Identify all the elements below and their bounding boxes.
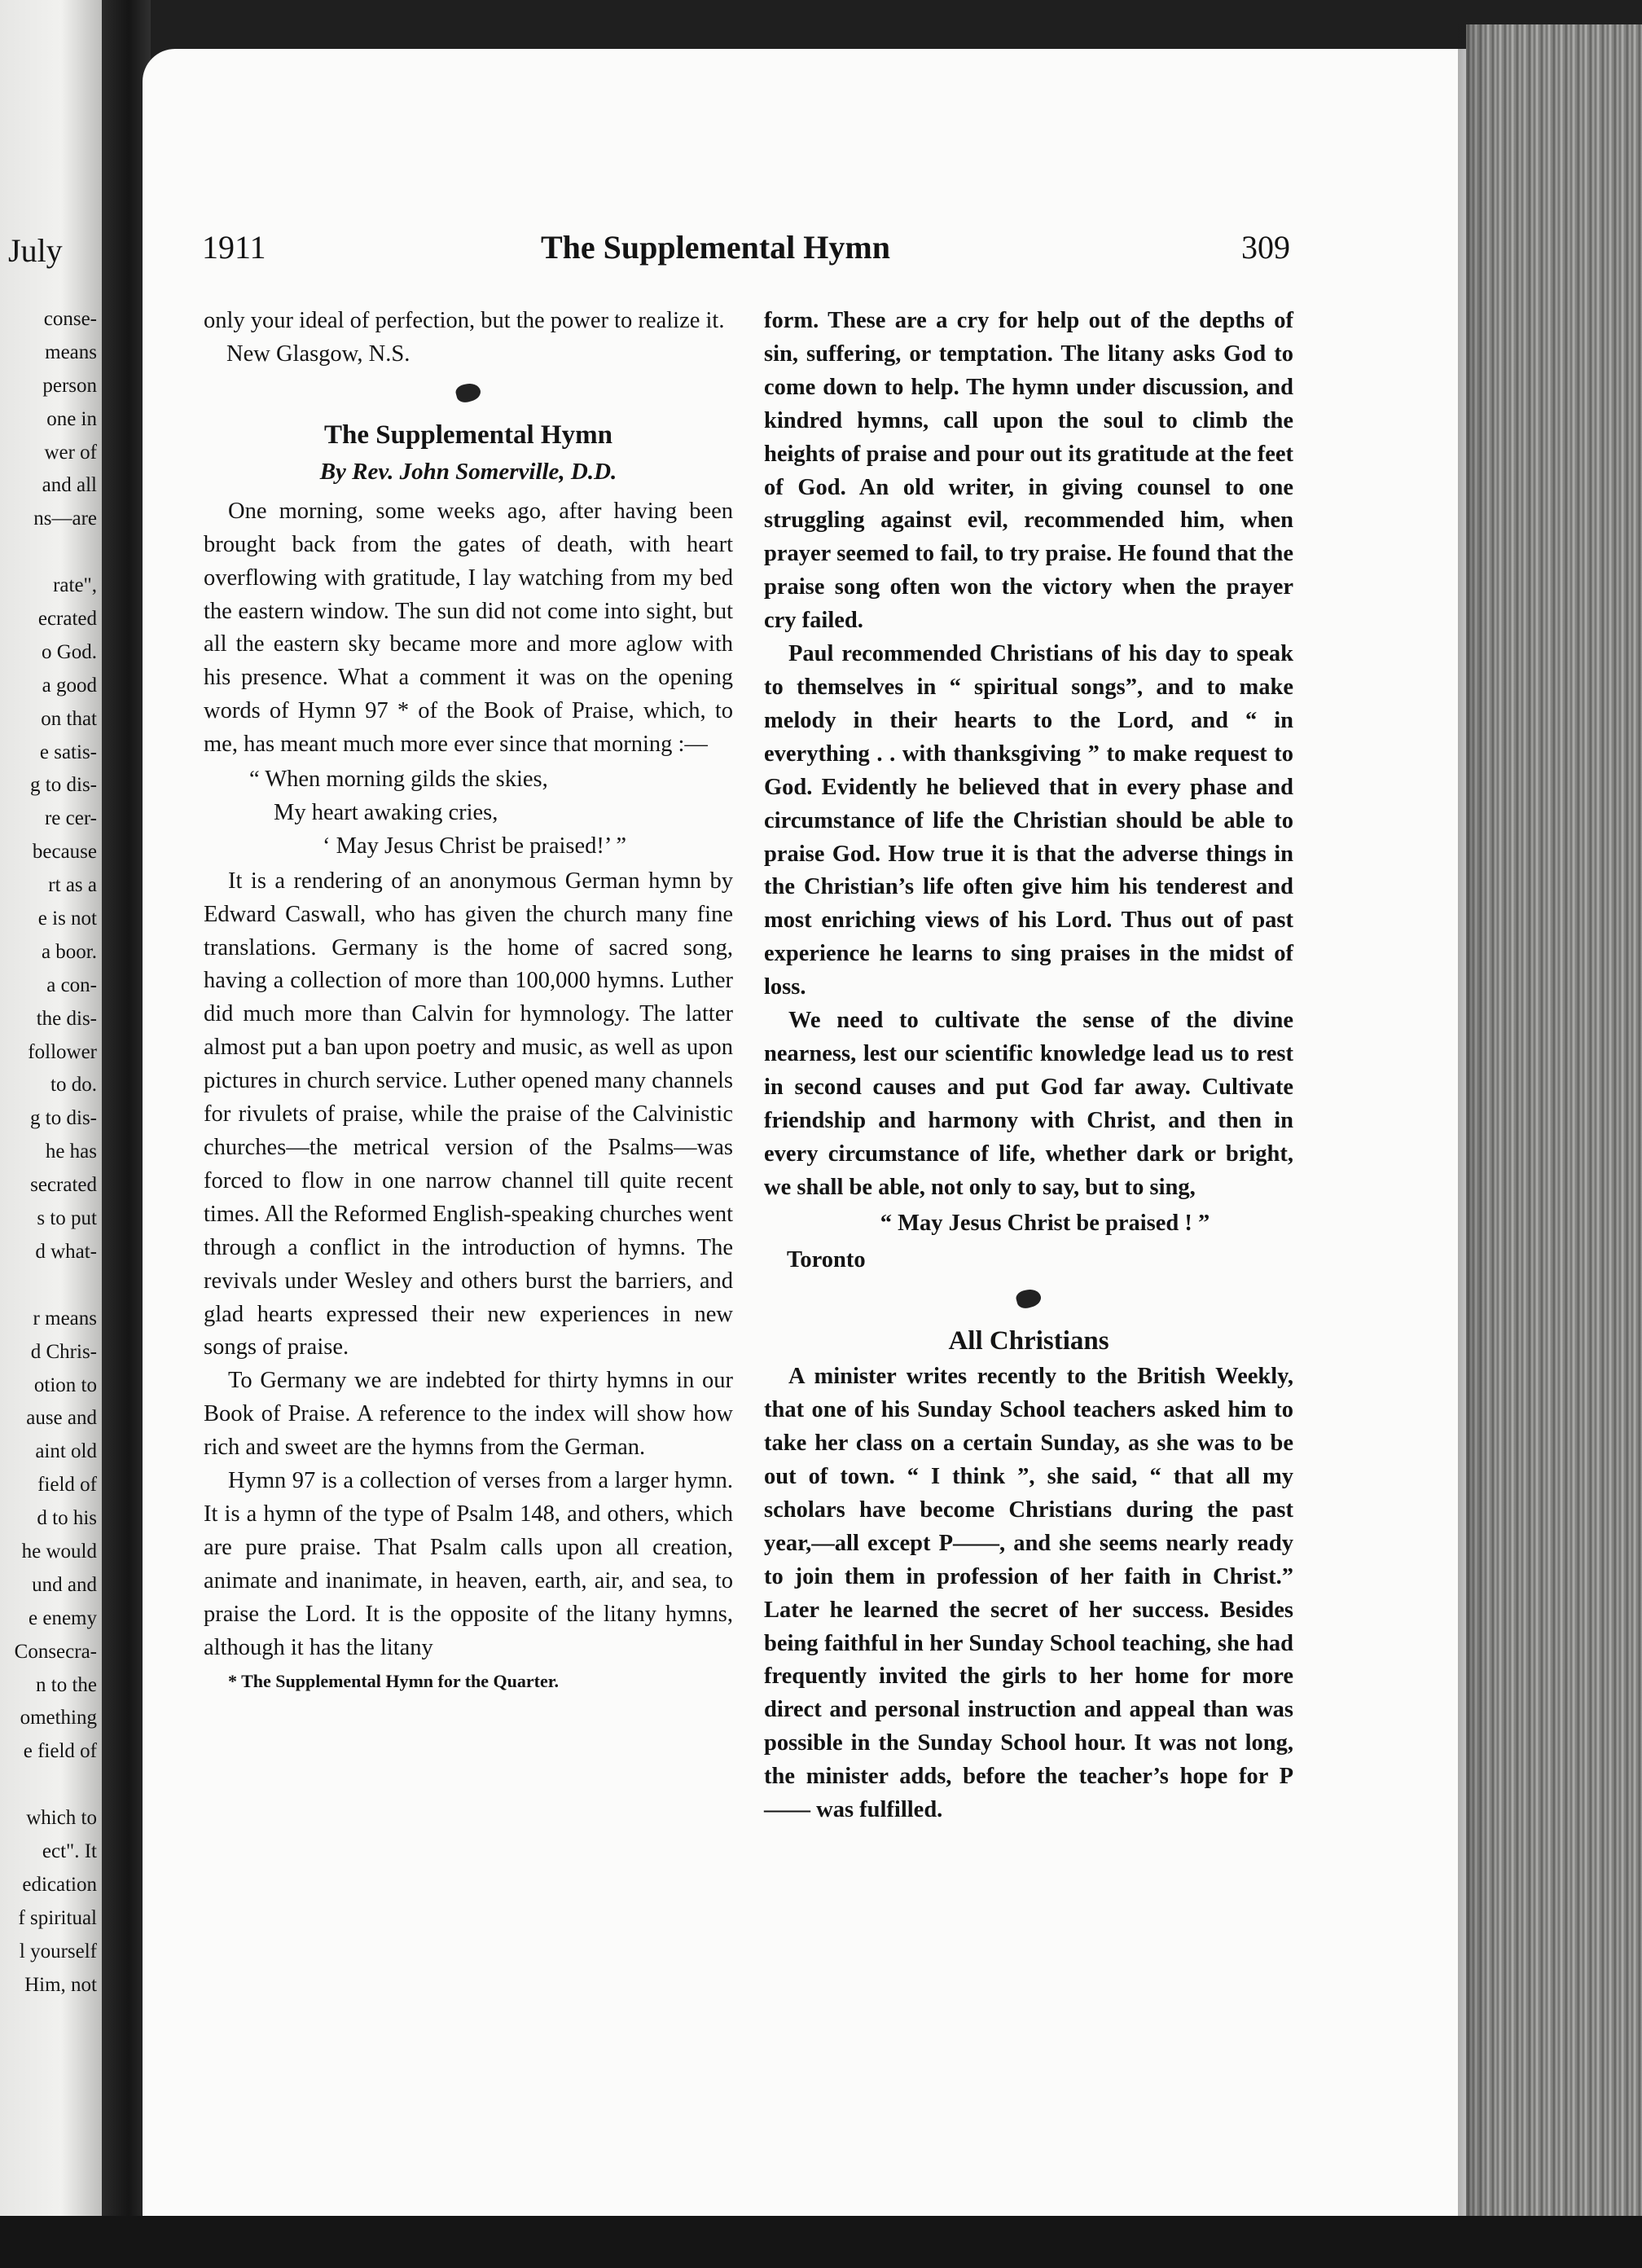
paragraph: To Germany we are indebted for thirty hymns in our Book of Praise. A reference to the index will show how rich and sweet are the hymns from the German. — [204, 1368, 733, 1461]
facing-page-line: d Chris- — [30, 1340, 97, 1363]
paragraph: It is a rendering of an anonymous German hymn by Edward Caswall, who has given the church many fine translations. Germany is the home of sacred song, having a collection of more than 100,000 hymns. Luther did much more than Calvin for hymnology. The latter almost put a ban upon poetry and music, as well as upon pictures in church service. Luther opened many channels for rivulets of praise, while the praise of the Calvinistic churches—the metrical version of the Psalms—was forced to flow in one narrow channel till quite recent times. All the Reformed English-speaking churches went through a conflict in the introduction of hymns. The revivals under Wesley and others burst the barriers, and glad hearts expressed their new experiences in new songs of praise. — [204, 868, 733, 1360]
paragraph: Paul recommended Christians of his day to speak to themselves in “ spiritual songs”, and to make melody in their hearts to the Lord, and “ in everything . . with thanksgiving ” to make request to God. Evidently he believed that in every phase and circumstance of life the Christian should be able to praise God. How true it is that the adverse things in the Christian’s life often give him his tenderest and most enriching views of his Lord. Thus out of past experience he learns to sing praises in the midst of loss. — [764, 641, 1293, 1000]
facing-page-line: and all — [42, 474, 97, 497]
facing-page-line: ause and — [26, 1407, 97, 1430]
quote-line: “ May Jesus Christ be praised ! ” — [880, 1211, 1210, 1237]
header-year: 1911 — [202, 229, 266, 266]
facing-page-line: which to — [26, 1807, 97, 1830]
article-title: All Christians — [948, 1326, 1109, 1356]
facing-page — [0, 0, 102, 2268]
facing-page-line: one in — [46, 407, 97, 430]
right-column — [764, 305, 1293, 1827]
paragraph: A minister writes recently to the British Weekly, that one of his Sunday School teachers asked him to take her class on a certain Sunday, as she was to be out of town. “ I think ”, she said, “ that all my scholars have become Christians during the past year,—all except P——, and she seems nearly ready to join them in profession of her faith in Christ.” Later he learned the secret of her success. Besides being faithful in her Sunday School teaching, she had frequently invited the girls to her home for more direct and personal instruction and appeal than was possible in the Sunday School hour. It was not long, the minister adds, before the teacher’s hope for P—— was fulfilled. — [764, 1364, 1293, 1823]
facing-page-line: omething — [20, 1707, 97, 1730]
facing-page-line: g to dis- — [30, 1107, 97, 1130]
facing-page-line — [0, 1269, 97, 1303]
footnote: * The Supplemental Hymn for the Quarter. — [228, 1671, 560, 1692]
facing-page-line: rt as a — [48, 874, 97, 897]
paragraph: form. These are a cry for help out of the depths of sin, suffering, or temptation. The litany asks God to come down to help. The hymn under discussion, and kindred hymns, call upon the soul to climb the heights of praise and pour out its gratitude at the feet of God. An old writer, in giving counsel to one struggling against evil, recommended him, when prayer seemed to fail, to try praise. He found that the praise song often won the victory when the prayer cry failed. — [764, 308, 1293, 634]
verse-line: ‘ May Jesus Christ be praised!’ ” — [323, 833, 627, 859]
facing-page-line: otion to — [33, 1374, 97, 1396]
ornament-icon — [764, 1284, 1293, 1316]
facing-page-line: person — [42, 374, 97, 397]
facing-page-line: d what- — [35, 1240, 97, 1263]
facing-page-line: e enemy — [29, 1606, 97, 1629]
ornament-icon — [204, 378, 733, 411]
facing-page-month: July — [8, 232, 63, 269]
facing-page-line: ect". It — [42, 1839, 97, 1862]
facing-page-line: to do. — [50, 1074, 97, 1097]
facing-page-line: he would — [21, 1540, 97, 1563]
paragraph: Hymn 97 is a collection of verses from a larger hymn. It is a hymn of the type of Psalm 148, and others, which are pure praise. That Psalm calls upon all creation, animate and inanimate, in heaven, earth, air, and sea, to praise the Lord. It is the opposite of the litany hymns, although it has the litany — [204, 1468, 733, 1660]
facing-page-line: f spiritual — [18, 1906, 97, 1929]
facing-page-line: re cer- — [44, 807, 97, 830]
facing-page-line: r means — [33, 1307, 97, 1330]
facing-page-line-ends — [0, 303, 97, 2002]
facing-page-line: rate", — [53, 574, 97, 597]
facing-page-line: n to the — [36, 1673, 97, 1696]
facing-page-line: a con- — [46, 974, 97, 996]
facing-page-line: on that — [41, 707, 97, 730]
bottom-border — [0, 2216, 1642, 2268]
facing-page-line: Him, not — [24, 1973, 97, 1996]
left-column — [204, 305, 733, 1695]
facing-page-line: e is not — [37, 908, 97, 930]
page-edges — [1466, 24, 1642, 2224]
facing-page-line: Consecra- — [14, 1640, 97, 1663]
facing-page-line: aint old — [35, 1440, 97, 1463]
facing-page-line: edication — [22, 1873, 97, 1896]
verse-line: “ When morning gilds the skies, — [249, 767, 548, 793]
page-number: 309 — [1241, 229, 1290, 266]
paragraph: One morning, some weeks ago, after having been brought back from the gates of death, with heart overflowing with gratitude, I lay watching from my bed the eastern window. The sun did not come into sight, but all the eastern sky became more and more aglow with his presence. What a comment it was on the opening words of Hymn 97 * of the Book of Praise, which, to me, has meant much more ever since that morning :— — [204, 498, 733, 758]
byline: By Rev. John Somerville, D.D. — [319, 458, 617, 485]
facing-page-line — [0, 536, 97, 569]
facing-page-line: he has — [45, 1141, 97, 1163]
facing-page-line: e satis- — [39, 741, 97, 763]
facing-page-line: follower — [28, 1040, 97, 1063]
facing-page-line: ecrated — [37, 608, 97, 631]
facing-page-line: ns—are — [33, 508, 97, 530]
hymn-verse — [204, 763, 733, 864]
facing-page-line: s to put — [37, 1207, 97, 1230]
facing-page-line: o God. — [41, 640, 97, 663]
facing-page-line: a good — [42, 674, 97, 697]
facing-page-line: e field of — [23, 1740, 97, 1763]
place-line: New Glasgow, N.S. — [226, 341, 410, 367]
header-title: The Supplemental Hymn — [541, 229, 890, 266]
facing-page-line: und and — [32, 1573, 97, 1596]
place-line: Toronto — [787, 1247, 866, 1273]
facing-page-line: means — [45, 341, 97, 363]
facing-page-line: the dis- — [36, 1007, 97, 1030]
facing-page-line: wer of — [44, 441, 97, 464]
verse-line: My heart awaking cries, — [274, 799, 498, 825]
facing-page-line: conse- — [43, 308, 97, 330]
facing-page-line — [0, 1769, 97, 1802]
opening-text: only your ideal of perfection, but the power to realize it. — [204, 308, 725, 333]
facing-page-line: secrated — [30, 1174, 97, 1197]
facing-page-line: l yourself — [19, 1940, 97, 1963]
facing-page-line: d to his — [37, 1507, 97, 1530]
facing-page-line: field of — [37, 1474, 97, 1497]
facing-page-line: a boor. — [41, 940, 97, 963]
facing-page-line: because — [32, 841, 97, 864]
article-title: The Supplemental Hymn — [324, 420, 612, 450]
edge-shadow — [1458, 24, 1491, 2224]
facing-page-line: g to dis- — [30, 774, 97, 797]
paragraph: We need to cultivate the sense of the divine nearness, lest our scientific knowledge lead us to rest in second causes and put God far away. Cultivate friendship and harmony with Christ, and then in every circumstance of life, whether dark or bright, we shall be able, not only to say, but to sing, — [764, 1008, 1293, 1200]
